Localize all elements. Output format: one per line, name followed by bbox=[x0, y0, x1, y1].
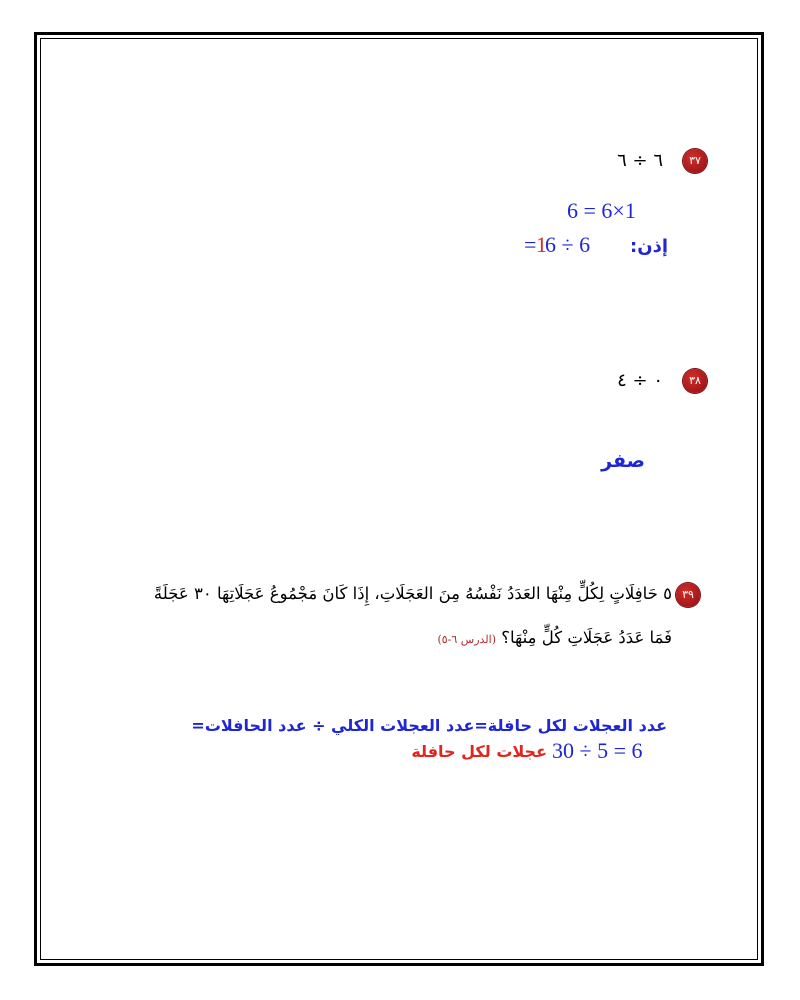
question-39-badge: ٣٩ bbox=[676, 583, 700, 607]
question-39-problem-line2: فَمَا عَدَدُ عَجَلَاتِ كُلٍّ مِنْهَا؟ bbox=[501, 628, 672, 647]
question-39-calculation: 30 ÷ 5 = 6 bbox=[552, 738, 643, 763]
question-38-answer: صفر bbox=[601, 450, 645, 472]
question-39-result-label: عجلات لكل حافلة bbox=[411, 742, 547, 761]
question-37-multiplication: 6 = 6×1 bbox=[567, 198, 636, 223]
question-37-then-label: إذن: bbox=[630, 236, 668, 257]
page-border-inner bbox=[40, 38, 758, 960]
question-37-division: 6 ÷ 6 bbox=[545, 232, 591, 257]
question-37-badge: ٣٧ bbox=[683, 149, 707, 173]
question-39-problem-line2-wrap bbox=[437, 628, 672, 647]
question-39-lesson-ref: (الدرس ٦-٥) bbox=[437, 633, 497, 646]
question-38-expression: ٠ ÷ ٤ bbox=[617, 370, 663, 391]
question-39-problem-line1: ٥ حَافِلَاتٍ لِكُلٍّ مِنْهَا العَدَدُ نَفْسُهُ مِنَ العَجَلَاتِ، إِذَا كَانَ مَجْمُوعُ عَجَلَاتِهَا ٣٠ عَجَلَةً bbox=[153, 584, 672, 603]
question-37-expression: ٦ ÷ ٦ bbox=[617, 150, 663, 171]
question-39-rule: عدد العجلات لكل حافلة=عدد العجلات الكلي ÷ عدد الحافلات= bbox=[191, 716, 667, 735]
question-38-badge: ٣٨ bbox=[683, 369, 707, 393]
question-37-result: 1 bbox=[536, 232, 547, 257]
question-37-equals: = bbox=[524, 232, 537, 257]
